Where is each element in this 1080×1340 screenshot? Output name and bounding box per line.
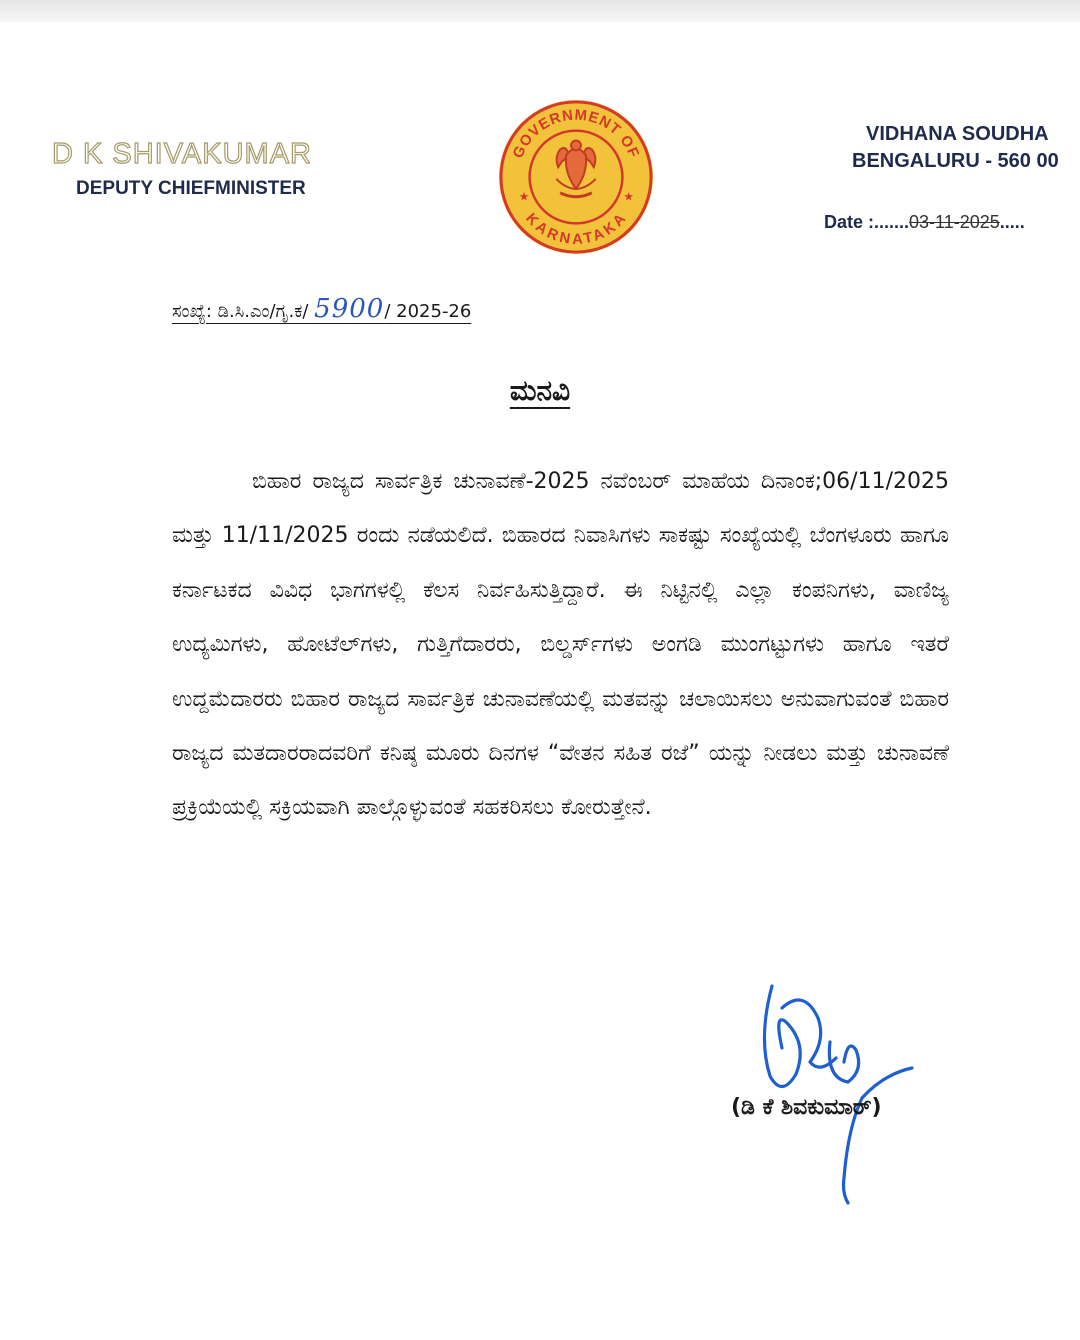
reference-suffix: / 2025-26 — [384, 301, 472, 322]
svg-text:★: ★ — [623, 189, 635, 204]
reference-prefix: ಸಂಖ್ಯೆ: ಡಿ.ಸಿ.ಎಂ/ಗೃ.ಕ/ — [172, 301, 315, 322]
page-title: ಮನವಿ — [509, 374, 571, 407]
seal-top-text: GOVERNMENT OF — [510, 107, 642, 161]
reference-number — [172, 294, 471, 324]
seal-bottom-text: KARNATAKA — [522, 210, 630, 248]
letterhead-title: DEPUTY CHIEFMINISTER — [76, 178, 306, 199]
date-label: Date : — [824, 212, 875, 232]
address-line-2: BENGALURU - 560 00 — [852, 150, 1059, 172]
svg-text:★: ★ — [518, 189, 530, 204]
reference-handwritten-number: 5900 — [314, 294, 385, 324]
address-line-1: VIDHANA SOUDHA — [866, 123, 1049, 145]
date-value: 03-11-2025 — [909, 212, 1000, 232]
date-row: Date :.......03-11-2025..... — [824, 212, 1025, 232]
government-seal-icon — [497, 98, 655, 256]
handwritten-signature — [752, 978, 922, 1208]
signatory-name: (ಡಿ ಕೆ ಶಿವಕುಮಾರ್) — [731, 1095, 882, 1120]
scan-top-edge — [0, 0, 1080, 22]
letterhead-name: D K SHIVAKUMAR — [52, 138, 313, 170]
body-paragraph: ಬಿಹಾರ ರಾಜ್ಯದ ಸಾರ್ವತ್ರಿಕ ಚುನಾವಣೆ-2025 ನವೆಂಬರ್ ಮಾಹೆಯ ದಿನಾಂಕ;06/11/2025 ಮತ್ತು 11/11/2025 ರಂದು ನಡೆಯಲಿದೆ. ಬಿಹಾರದ ನಿವಾಸಿಗಳು ಸಾಕಷ್ಟು ಸಂಖ್ಯೆಯಲ್ಲಿ ಬೆಂಗಳೂರು ಹಾಗೂ ಕರ್ನಾಟಕದ ವಿವಿಧ ಭಾಗಗಳಲ್ಲಿ ಕೆಲಸ ನಿರ್ವಹಿಸುತ್ತಿದ್ದಾರೆ. ಈ ನಿಟ್ಟಿನಲ್ಲಿ ಎಲ್ಲಾ ಕಂಪನಿಗಳು, ವಾಣಿಜ್ಯ ಉದ್ಯಮಿಗಳು, ಹೋಟೆಲ್‌ಗಳು, ಗುತ್ತಿಗೆದಾರರು, ಬಿಲ್ಡರ್ಸ್‌ಗಳು ಅಂಗಡಿ ಮುಂಗಟ್ಟುಗಳು ಹಾಗೂ ಇತರೆ ಉದ್ದಮೆದಾರರು ಬಿಹಾರ ರಾಜ್ಯದ ಸಾರ್ವತ್ರಿಕ ಚುನಾವಣೆಯಲ್ಲಿ ಮತವನ್ನು ಚಲಾಯಿಸಲು ಅನುವಾಗುವಂತೆ ಬಿಹಾರ ರಾಜ್ಯದ ಮತದಾರರಾದವರಿಗೆ ಕನಿಷ್ಠ ಮೂರು ದಿನಗಳ “ವೇತನ ಸಹಿತ ರಜೆ” ಯನ್ನು ನೀಡಲು ಮತ್ತು ಚುನಾವಣೆ ಪ್ರಕ್ರಿಯೆಯಲ್ಲಿ ಸಕ್ರಿಯವಾಗಿ ಪಾಲ್ಗೊಳ್ಳುವಂತೆ ಸಹಕರಿಸಲು ಕೋರುತ್ತೇನೆ. — [172, 469, 949, 821]
